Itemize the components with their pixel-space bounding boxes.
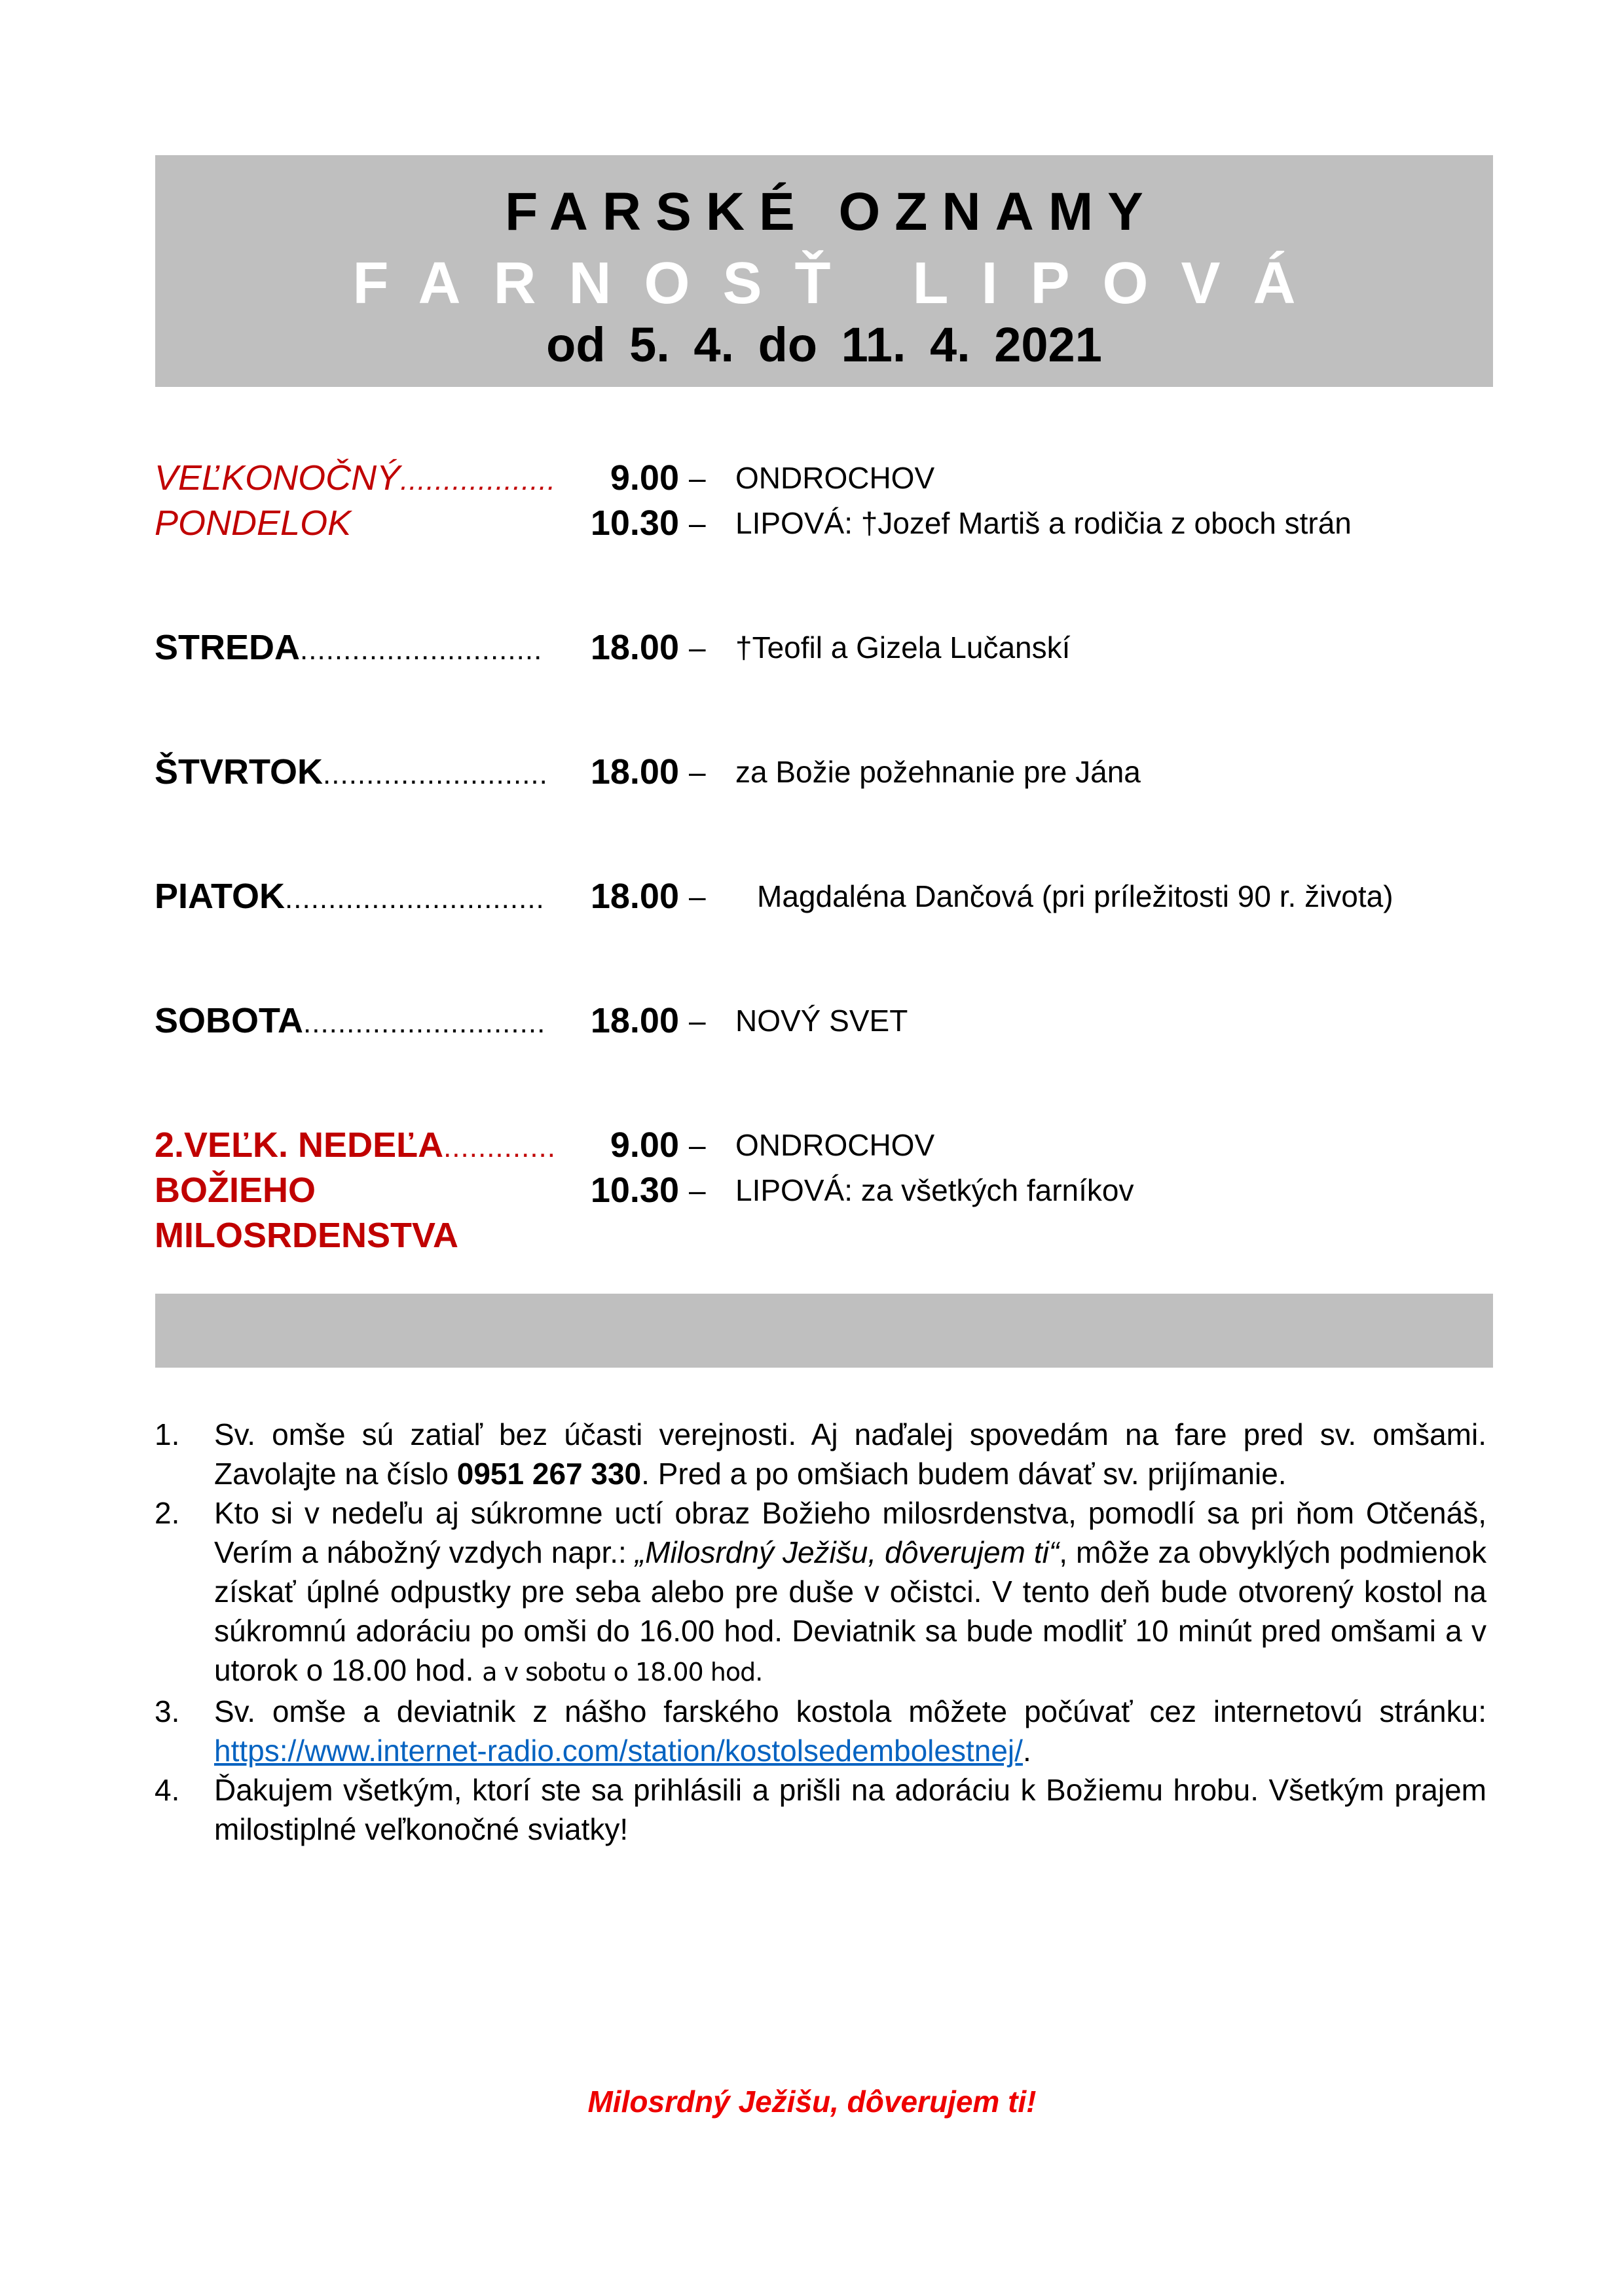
notice-text-part: Sv. omše a deviatnik z nášho farského kostola môžete počúvať cez internetovú stránku:: [214, 1694, 1486, 1728]
parish-name: FARNOSŤ LIPOVÁ: [352, 251, 1329, 316]
dash: –: [689, 1128, 706, 1162]
dash: –: [689, 461, 706, 495]
mass-time: 18.00: [590, 752, 679, 792]
saturday-note: a v sobotu o 18.00 hod.: [482, 1658, 763, 1686]
mass-time: 9.00: [610, 458, 679, 498]
mass-intention: †Teofil a Gizela Lučanskí: [735, 630, 1071, 665]
day-name: ŠTVRTOK: [155, 752, 323, 792]
notices-list: [155, 1415, 1486, 1849]
mass-intention: LIPOVÁ: za všetkých farníkov: [735, 1173, 1134, 1207]
day-label-line2: PONDELOK: [155, 503, 352, 543]
mass-time: 18.00: [590, 877, 679, 916]
notice-text-part: . Pred a po omšiach budem dávať sv. prijímanie.: [641, 1457, 1287, 1491]
mass-time: 18.00: [590, 628, 679, 667]
notice-text: [214, 1694, 1486, 1768]
mass-intention: Magdaléna Dančová (pri príležitosti 90 r. života): [757, 879, 1393, 913]
announcements-title: FARSKÉ OZNAMY: [505, 182, 1158, 242]
mass-intention: za Božie požehnanie pre Jána: [735, 755, 1141, 789]
notice-text: Ďakujem všetkým, ktorí ste sa prihlásili a prišli na adoráciu k Božiemu hrobu. Všetkým prajem milostiplné veľkonočné sviatky!: [214, 1773, 1486, 1846]
dash: –: [689, 755, 706, 789]
day-label-line3: MILOSRDENSTVA: [155, 1216, 459, 1255]
mass-intention: LIPOVÁ: †Jozef Martiš a rodičia z oboch strán: [735, 506, 1352, 540]
mass-intention: NOVÝ SVET: [735, 1004, 908, 1038]
notice-text: [214, 1496, 1486, 1687]
mass-intention: ONDROCHOV: [735, 461, 935, 495]
notice-text-part: , môže za obvyklých podmienok získať úplné odpustky pre seba alebo pre duše v očistci. V tento deň bude otvorený kostol na súkromnú adoráciu po omši do 16.00 hod. Deviatnik sa bude modliť 10 minút pred omšami a v utorok o 18.00 hod.: [214, 1535, 1486, 1687]
notice-text-part: .: [1022, 1734, 1031, 1768]
notice-item: [155, 1692, 1486, 1770]
dot-leader: ............................: [300, 634, 543, 666]
prayer-quote: „Milosrdný Ježišu, dôverujem ti“: [635, 1535, 1060, 1569]
radio-stream-link[interactable]: https://www.internet-radio.com/station/kostolsedembolestnej/: [214, 1734, 1023, 1768]
notice-text-part: Kto si v nedeľu aj súkromne uctí obraz Božieho milosrdenstva, pomodlí sa pri ňom Otčenáš, Verím a nábožný vzdych napr.:: [214, 1496, 1486, 1569]
notice-number: 2.: [155, 1496, 180, 1530]
dot-leader: ..................: [400, 464, 557, 496]
dot-leader: ............................: [303, 1007, 546, 1039]
dash: –: [689, 1004, 706, 1038]
day-label-line2: BOŽIEHO: [155, 1171, 316, 1210]
mass-time: 9.00: [610, 1125, 679, 1165]
dash: –: [689, 630, 706, 665]
dot-leader: ..........................: [323, 758, 548, 790]
dash: –: [689, 506, 706, 540]
day-name: STREDA: [155, 628, 301, 667]
notice-number: 3.: [155, 1694, 180, 1728]
notice-number: 1.: [155, 1417, 180, 1451]
notice-number: 4.: [155, 1773, 180, 1807]
notice-item: [155, 1493, 1486, 1692]
dot-leader: .............: [443, 1131, 556, 1163]
dash: –: [689, 879, 706, 913]
dot-leader: ..............................: [285, 883, 545, 915]
day-name: VEĽKONOČNÝ: [155, 458, 401, 498]
footer-motto: Milosrdný Ježišu, dôverujem ti!: [587, 2085, 1037, 2119]
mass-intention: ONDROCHOV: [735, 1128, 935, 1162]
day-name: PIATOK: [155, 877, 286, 916]
header-banner: [155, 155, 1493, 387]
notice-item: [155, 1415, 1486, 1493]
notice-text: [214, 1417, 1486, 1491]
mass-time: 18.00: [590, 1001, 679, 1040]
notice-item: [155, 1770, 1486, 1849]
day-name: SOBOTA: [155, 1001, 303, 1040]
phone-number: 0951 267 330: [456, 1457, 642, 1491]
day-name: 2.VEĽK. NEDEĽA: [155, 1125, 444, 1165]
date-range: od 5. 4. do 11. 4. 2021: [546, 318, 1102, 372]
dash: –: [689, 1173, 706, 1207]
mass-time: 10.30: [590, 503, 679, 543]
separator-band: [155, 1294, 1493, 1368]
notice-text-part: Sv. omše sú zatiaľ bez účasti verejnosti. Aj naďalej spovedám na fare pred sv. omšami. Zavolajte na číslo: [214, 1417, 1486, 1491]
mass-time: 10.30: [590, 1171, 679, 1210]
